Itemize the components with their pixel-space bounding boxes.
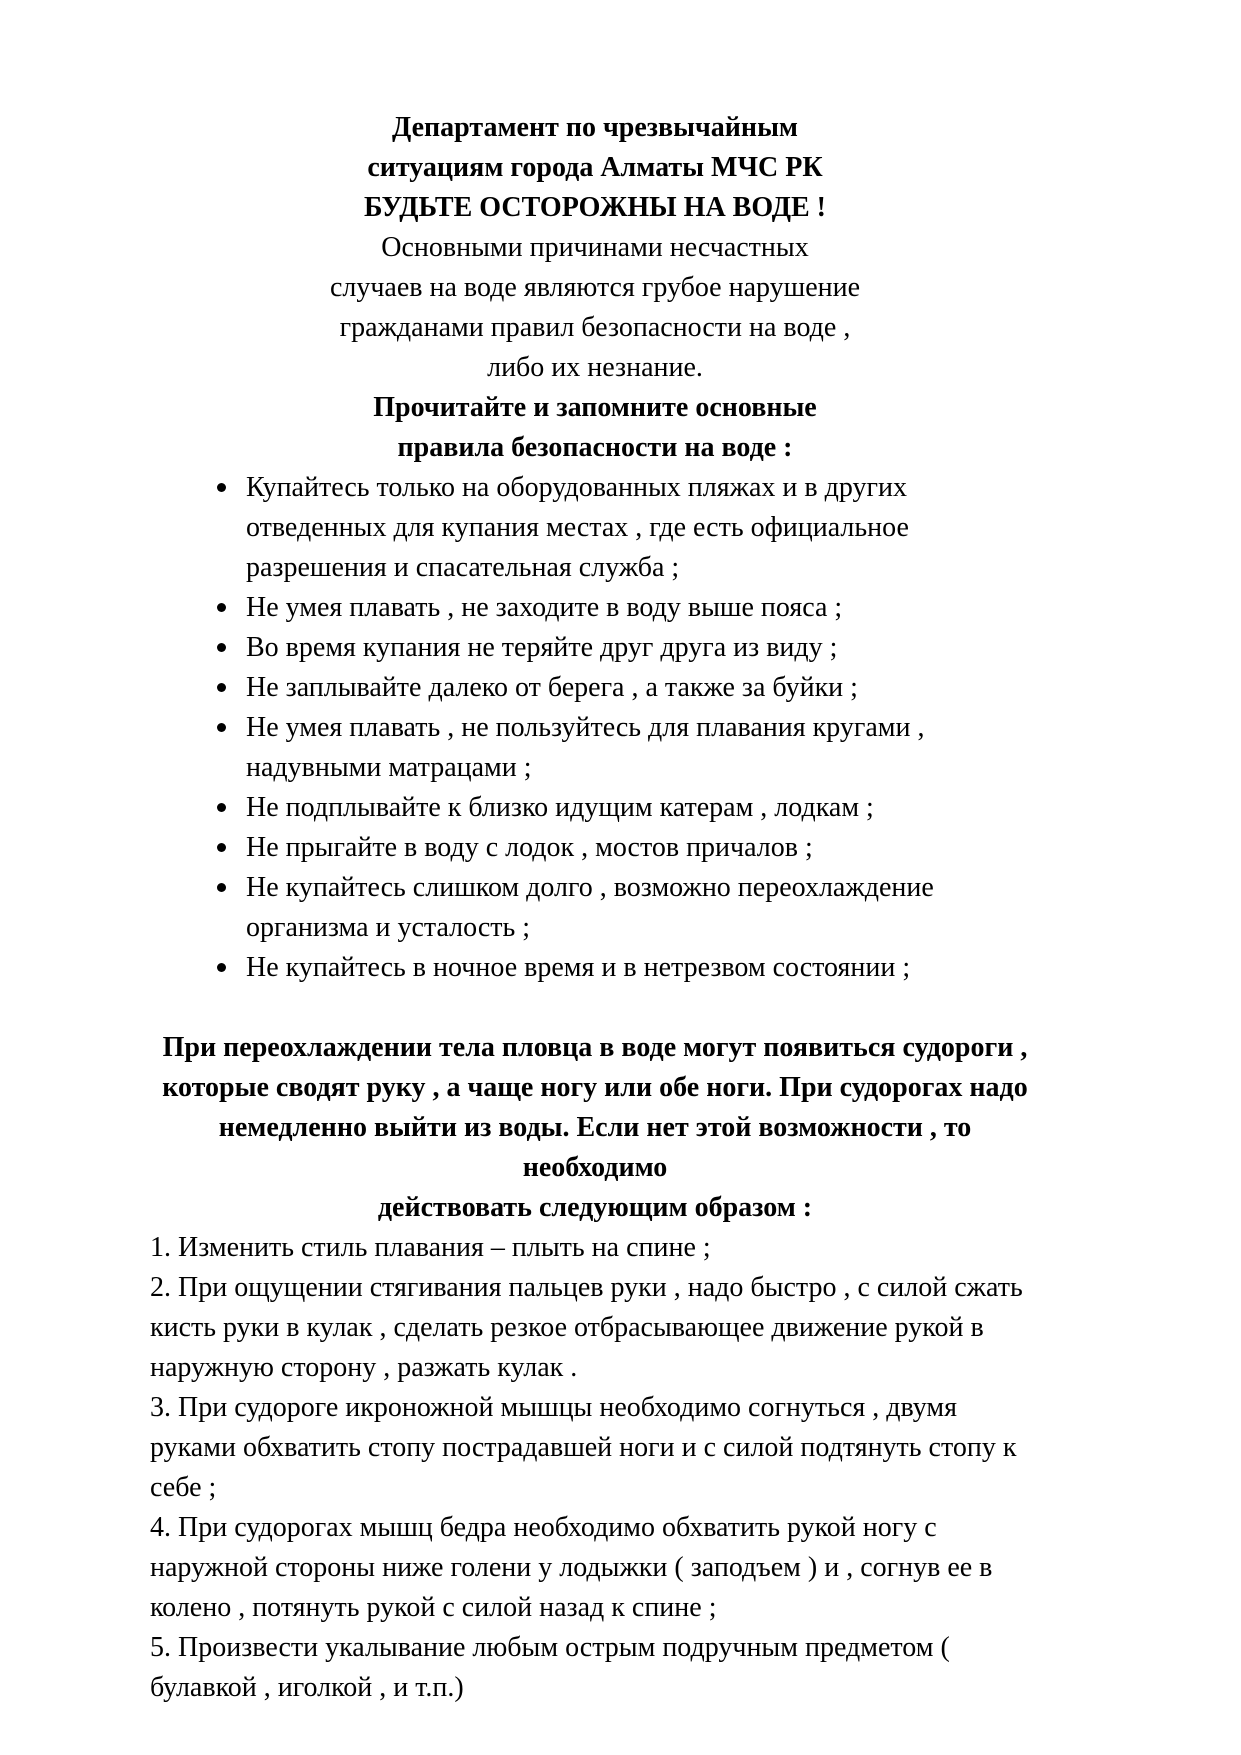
- cramps-line: действовать следующим образом :: [377, 1192, 813, 1223]
- cramps-line: При переохлаждении тела пловца в воде могут появиться судороги ,: [162, 1032, 1028, 1063]
- bullet-icon: [217, 708, 246, 732]
- cramps-line: немедленно выйти из воды. Если нет этой возможности , то необходимо: [218, 1112, 972, 1183]
- intro-line: Основными причинами несчастных: [381, 232, 809, 263]
- list-item: [150, 948, 1040, 988]
- step-item: 4. При судорогах мышц бедра необходимо обхватить рукой ногу с наружной стороны ниже голени у лодыжки ( заподъем ) и , согнув ее в колено , потянуть рукой с силой назад к спине ;: [150, 1512, 993, 1623]
- list-item: [150, 588, 1040, 628]
- subheading-line: Прочитайте и запомните основные: [373, 392, 817, 423]
- rule-text: Не прыгайте в воду с лодок , мостов причалов ;: [246, 832, 813, 863]
- intro-line: либо их незнание.: [487, 352, 703, 383]
- cramps-line: которые сводят руку , а чаще ногу или обе ноги. При судорогах надо: [162, 1072, 1028, 1103]
- bullet-icon: [217, 868, 246, 892]
- bullet-icon: [217, 668, 246, 692]
- bullet-icon: [217, 468, 246, 492]
- rule-text: Не умея плавать , не пользуйтесь для плавания кругами , надувными матрацами ;: [246, 712, 925, 783]
- title-line: Департамент по чрезвычайным: [392, 112, 798, 143]
- title-line: ситуациям города Алматы МЧС РК: [367, 152, 823, 183]
- rule-text: Не купайтесь слишком долго , возможно переохлаждение организма и усталость ;: [246, 872, 934, 943]
- bullet-icon: [217, 588, 246, 612]
- list-item: [150, 668, 1040, 708]
- bullet-icon: [217, 948, 246, 972]
- list-item: [150, 468, 1040, 588]
- rule-text: Не умея плавать , не заходите в воду выше пояса ;: [246, 592, 843, 623]
- intro-line: гражданами правил безопасности на воде ,: [339, 312, 851, 343]
- step-item: 2. При ощущении стягивания пальцев руки , надо быстро , с силой сжать кисть руки в кулак , сделать резкое отбрасывающее движение рукой в наружную сторону , разжать кулак .: [150, 1272, 1023, 1383]
- title-line: БУДЬТЕ ОСТОРОЖНЫ НА ВОДЕ !: [364, 192, 826, 223]
- step-item: 1. Изменить стиль плавания – плыть на спине ;: [150, 1232, 711, 1263]
- list-item: [150, 868, 1040, 948]
- bullet-icon: [217, 828, 246, 852]
- list-item: [150, 628, 1040, 668]
- step-item: 3. При судороге икроножной мышцы необходимо согнуться , двумя руками обхватить стопу пострадавшей ноги и с силой подтянуть стопу к себе ;: [150, 1392, 1017, 1503]
- bullet-icon: [217, 628, 246, 652]
- subheading-line: правила безопасности на воде :: [397, 432, 793, 463]
- rule-text: Не купайтесь в ночное время и в нетрезвом состоянии ;: [246, 952, 911, 983]
- list-item: [150, 828, 1040, 868]
- list-item: [150, 708, 1040, 788]
- intro-line: случаев на воде являются грубое нарушение: [329, 272, 861, 303]
- cramp-response-steps: [150, 1228, 1040, 1708]
- intro-paragraph: [150, 228, 1040, 388]
- cramps-warning-paragraph: [150, 1028, 1040, 1228]
- list-item: [150, 788, 1040, 828]
- rule-text: Не заплывайте далеко от берега , а также за буйки ;: [246, 672, 858, 703]
- rules-subheading: [150, 388, 1040, 468]
- step-item: 5. Произвести укалывание любым острым подручным предметом ( булавкой , иголкой , и т.п.): [150, 1632, 950, 1703]
- rule-text: Во время купания не теряйте друг друга из виду ;: [246, 632, 838, 663]
- rule-text: Купайтесь только на оборудованных пляжах и в других отведенных для купания местах , где есть официальное разрешения и спасательная служба ;: [246, 472, 909, 583]
- rule-text: Не подплывайте к близко идущим катерам , лодкам ;: [246, 792, 874, 823]
- safety-rules-list: [150, 468, 1040, 988]
- bullet-icon: [217, 788, 246, 812]
- document-title: [150, 108, 1040, 228]
